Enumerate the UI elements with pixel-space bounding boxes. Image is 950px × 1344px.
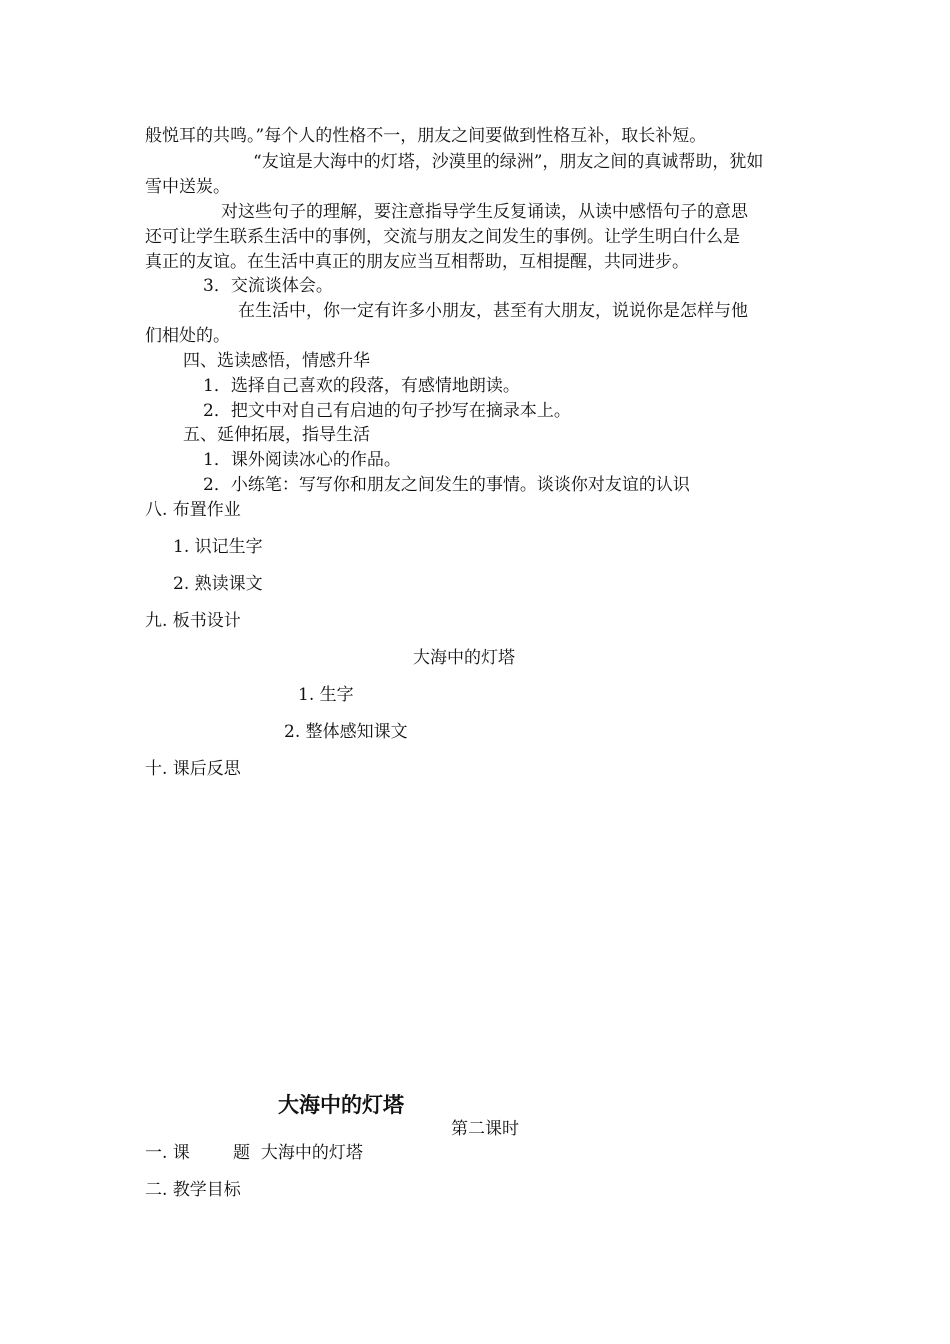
section-heading: 八. 布置作业 [145,500,241,520]
paragraph-line: 雪中送炭。 [145,177,230,197]
paragraph-line: “友谊是大海中的灯塔，沙漠里的绿洲”，朋友之间的真诚帮助，犹如 [253,152,764,172]
list-item: 3．交流谈体会。 [203,276,333,296]
paragraph-line: 在生活中，你一定有许多小朋友，甚至有大朋友，说说你是怎样与他 [238,301,748,321]
board-title: 大海中的灯塔 [413,648,515,668]
section-heading: 九. 板书设计 [145,611,241,631]
list-item: 1．选择自己喜欢的段落，有感情地朗读。 [203,376,520,396]
paragraph-line: 们相处的。 [145,326,230,346]
paragraph-line: 真正的友谊。在生活中真正的朋友应当互相帮助，互相提醒，共同进步。 [145,252,689,272]
section-heading: 二. 教学目标 [145,1180,241,1200]
section-heading: 四、选读感悟，情感升华 [183,351,370,371]
board-item: 1. 生字 [298,685,354,705]
section-heading: 一. 课 题 大海中的灯塔 [145,1143,363,1163]
list-item: 1．课外阅读冰心的作品。 [203,450,401,470]
list-item: 2．小练笔：写写你和朋友之间发生的事情。谈谈你对友谊的认识 [203,475,690,495]
list-item: 2．把文中对自己有启迪的句子抄写在摘录本上。 [203,401,571,421]
paragraph-line: 还可让学生联系生活中的事例，交流与朋友之间发生的事例。让学生明白什么是 [145,227,740,247]
page-title: 大海中的灯塔 [278,1093,404,1117]
paragraph-line: 对这些句子的理解，要注意指导学生反复诵读，从读中感悟句子的意思 [221,202,748,222]
paragraph-line: 般悦耳的共鸣。”每个人的性格不一，朋友之间要做到性格互补，取长补短。 [145,126,707,146]
page-subtitle: 第二课时 [451,1119,519,1139]
board-item: 2. 整体感知课文 [284,722,408,742]
section-heading: 十. 课后反思 [145,759,241,779]
section-heading: 五、延伸拓展，指导生活 [183,425,370,445]
list-item: 1. 识记生字 [173,537,263,557]
list-item: 2. 熟读课文 [173,574,263,594]
